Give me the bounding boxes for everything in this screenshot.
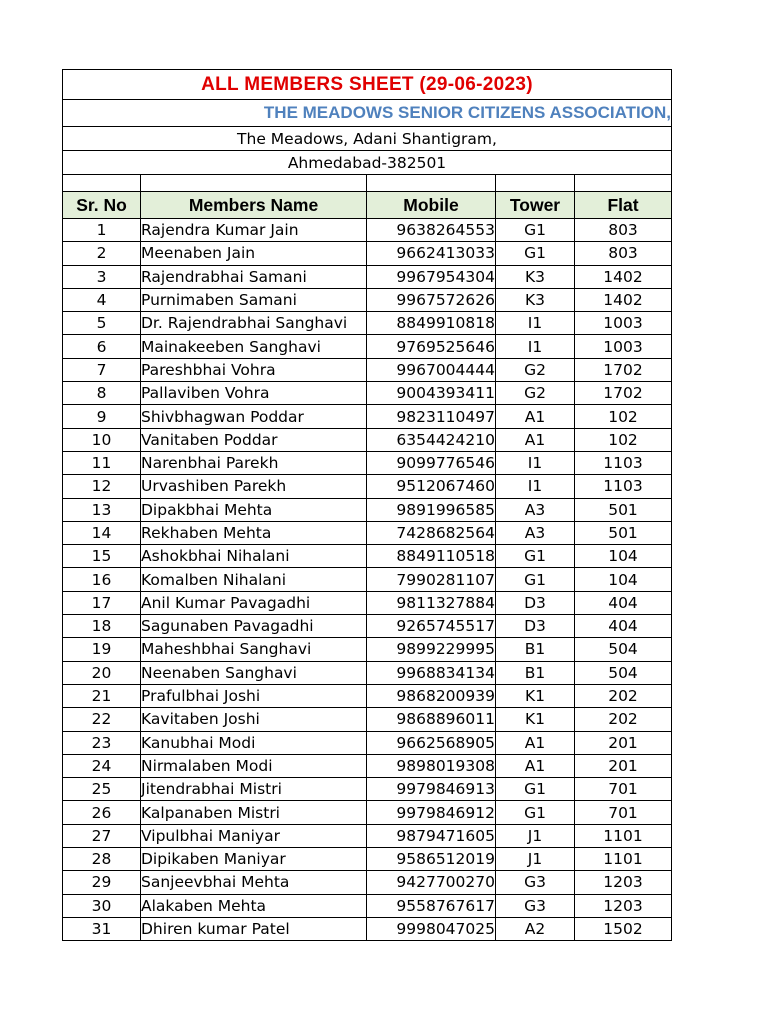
member-name-cell: Rajendra Kumar Jain (141, 219, 367, 242)
sr-no-cell: 7 (63, 358, 141, 381)
mobile-cell: 6354424210 (367, 428, 496, 451)
mobile-cell: 9823110497 (367, 405, 496, 428)
mobile-cell: 9427700270 (367, 871, 496, 894)
mobile-cell: 9968834134 (367, 661, 496, 684)
tower-cell: A3 (496, 521, 575, 544)
sr-no-cell: 3 (63, 265, 141, 288)
title-row (63, 70, 672, 100)
member-name-cell: Kanubhai Modi (141, 731, 367, 754)
mobile-cell: 8849910818 (367, 312, 496, 335)
tower-cell: D3 (496, 615, 575, 638)
tower-cell: A1 (496, 754, 575, 777)
tower-cell: B1 (496, 638, 575, 661)
tower-cell: A1 (496, 405, 575, 428)
table-row (63, 778, 672, 801)
flat-cell: 1402 (575, 288, 672, 311)
flat-cell: 1003 (575, 335, 672, 358)
mobile-cell: 9967954304 (367, 265, 496, 288)
member-name-cell: Dipikaben Maniyar (141, 848, 367, 871)
tower-cell: G1 (496, 801, 575, 824)
member-name-cell: Pareshbhai Vohra (141, 358, 367, 381)
table-row (63, 219, 672, 242)
address-line-2: Ahmedabad-382501 (63, 151, 672, 175)
tower-cell: G3 (496, 894, 575, 917)
sr-no-cell: 25 (63, 778, 141, 801)
flat-cell: 1101 (575, 848, 672, 871)
mobile-cell: 9265745517 (367, 615, 496, 638)
member-name-cell: Kavitaben Joshi (141, 708, 367, 731)
tower-cell: G1 (496, 219, 575, 242)
flat-cell: 102 (575, 405, 672, 428)
members-sheet-table (62, 69, 672, 941)
spacer-cell (575, 175, 672, 192)
flat-cell: 202 (575, 708, 672, 731)
tower-cell: A2 (496, 917, 575, 940)
tower-cell: G1 (496, 778, 575, 801)
mobile-cell: 9662568905 (367, 731, 496, 754)
tower-cell: G3 (496, 871, 575, 894)
flat-cell: 1702 (575, 358, 672, 381)
flat-cell: 1203 (575, 894, 672, 917)
table-row (63, 312, 672, 335)
member-name-cell: Maheshbhai Sanghavi (141, 638, 367, 661)
member-name-cell: Nirmalaben Modi (141, 754, 367, 777)
table-row (63, 498, 672, 521)
tower-cell: A1 (496, 731, 575, 754)
member-name-cell: Urvashiben Parekh (141, 475, 367, 498)
mobile-cell: 9879471605 (367, 824, 496, 847)
sr-no-cell: 11 (63, 451, 141, 474)
sr-no-cell: 27 (63, 824, 141, 847)
member-name-cell: Ashokbhai Nihalani (141, 545, 367, 568)
tower-cell: K1 (496, 684, 575, 707)
sr-no-cell: 4 (63, 288, 141, 311)
flat-cell: 102 (575, 428, 672, 451)
sr-no-cell: 23 (63, 731, 141, 754)
mobile-cell: 9891996585 (367, 498, 496, 521)
spacer-cell (496, 175, 575, 192)
mobile-cell: 9898019308 (367, 754, 496, 777)
mobile-cell: 9004393411 (367, 382, 496, 405)
table-row (63, 615, 672, 638)
table-row (63, 591, 672, 614)
sr-no-cell: 10 (63, 428, 141, 451)
tower-cell: A1 (496, 428, 575, 451)
tower-cell: J1 (496, 848, 575, 871)
member-name-cell: Sagunaben Pavagadhi (141, 615, 367, 638)
column-header-sr-no: Sr. No (63, 192, 141, 219)
member-name-cell: Anil Kumar Pavagadhi (141, 591, 367, 614)
sr-no-cell: 29 (63, 871, 141, 894)
tower-cell: J1 (496, 824, 575, 847)
mobile-cell: 8849110518 (367, 545, 496, 568)
member-name-cell: Vanitaben Poddar (141, 428, 367, 451)
flat-cell: 104 (575, 568, 672, 591)
table-row (63, 848, 672, 871)
mobile-cell: 9662413033 (367, 242, 496, 265)
flat-cell: 1003 (575, 312, 672, 335)
mobile-cell: 9512067460 (367, 475, 496, 498)
sr-no-cell: 5 (63, 312, 141, 335)
table-row (63, 405, 672, 428)
mobile-cell: 7990281107 (367, 568, 496, 591)
table-row (63, 358, 672, 381)
table-row (63, 428, 672, 451)
sr-no-cell: 24 (63, 754, 141, 777)
member-name-cell: Mainakeeben Sanghavi (141, 335, 367, 358)
sr-no-cell: 13 (63, 498, 141, 521)
tower-cell: D3 (496, 591, 575, 614)
flat-cell: 104 (575, 545, 672, 568)
flat-cell: 1101 (575, 824, 672, 847)
address-row-1 (63, 127, 672, 151)
tower-cell: I1 (496, 451, 575, 474)
members-rows (63, 219, 672, 941)
table-row (63, 568, 672, 591)
flat-cell: 803 (575, 242, 672, 265)
table-row (63, 871, 672, 894)
sr-no-cell: 22 (63, 708, 141, 731)
table-row (63, 894, 672, 917)
table-row (63, 684, 672, 707)
tower-cell: K3 (496, 288, 575, 311)
flat-cell: 501 (575, 521, 672, 544)
column-header-flat: Flat (575, 192, 672, 219)
column-header-mobile: Mobile (367, 192, 496, 219)
table-row (63, 451, 672, 474)
member-name-cell: Pallaviben Vohra (141, 382, 367, 405)
sr-no-cell: 1 (63, 219, 141, 242)
table-row (63, 754, 672, 777)
mobile-cell: 9558767617 (367, 894, 496, 917)
member-name-cell: Sanjeevbhai Mehta (141, 871, 367, 894)
table-row (63, 521, 672, 544)
table-row (63, 475, 672, 498)
tower-cell: G1 (496, 545, 575, 568)
table-row (63, 335, 672, 358)
tower-cell: K3 (496, 265, 575, 288)
sr-no-cell: 18 (63, 615, 141, 638)
member-name-cell: Prafulbhai Joshi (141, 684, 367, 707)
mobile-cell: 9998047025 (367, 917, 496, 940)
sr-no-cell: 19 (63, 638, 141, 661)
mobile-cell: 9899229995 (367, 638, 496, 661)
mobile-cell: 9099776546 (367, 451, 496, 474)
mobile-cell: 9967572626 (367, 288, 496, 311)
flat-cell: 803 (575, 219, 672, 242)
column-header-members-name: Members Name (141, 192, 367, 219)
sr-no-cell: 28 (63, 848, 141, 871)
association-row (63, 100, 672, 127)
flat-cell: 1502 (575, 917, 672, 940)
table-row (63, 708, 672, 731)
table-row (63, 242, 672, 265)
association-name: THE MEADOWS SENIOR CITIZENS ASSOCIATION, (63, 100, 672, 127)
flat-cell: 1203 (575, 871, 672, 894)
flat-cell: 201 (575, 754, 672, 777)
table-row (63, 382, 672, 405)
sr-no-cell: 21 (63, 684, 141, 707)
sr-no-cell: 8 (63, 382, 141, 405)
sr-no-cell: 16 (63, 568, 141, 591)
tower-cell: G1 (496, 568, 575, 591)
sr-no-cell: 2 (63, 242, 141, 265)
mobile-cell: 9868896011 (367, 708, 496, 731)
member-name-cell: Kalpanaben Mistri (141, 801, 367, 824)
member-name-cell: Dipakbhai Mehta (141, 498, 367, 521)
tower-cell: B1 (496, 661, 575, 684)
member-name-cell: Komalben Nihalani (141, 568, 367, 591)
member-name-cell: Dr. Rajendrabhai Sanghavi (141, 312, 367, 335)
table-row (63, 265, 672, 288)
flat-cell: 504 (575, 638, 672, 661)
table-row (63, 801, 672, 824)
member-name-cell: Narenbhai Parekh (141, 451, 367, 474)
member-name-cell: Dhiren kumar Patel (141, 917, 367, 940)
mobile-cell: 9769525646 (367, 335, 496, 358)
flat-cell: 1103 (575, 451, 672, 474)
column-header-row (63, 192, 672, 219)
table-row (63, 288, 672, 311)
member-name-cell: Purnimaben Samani (141, 288, 367, 311)
member-name-cell: Meenaben Jain (141, 242, 367, 265)
spacer-row (63, 175, 672, 192)
flat-cell: 1103 (575, 475, 672, 498)
sr-no-cell: 26 (63, 801, 141, 824)
column-header-tower: Tower (496, 192, 575, 219)
table-row (63, 824, 672, 847)
tower-cell: K1 (496, 708, 575, 731)
mobile-cell: 9638264553 (367, 219, 496, 242)
mobile-cell: 9979846913 (367, 778, 496, 801)
sr-no-cell: 12 (63, 475, 141, 498)
flat-cell: 202 (575, 684, 672, 707)
mobile-cell: 7428682564 (367, 521, 496, 544)
sr-no-cell: 15 (63, 545, 141, 568)
flat-cell: 504 (575, 661, 672, 684)
mobile-cell: 9868200939 (367, 684, 496, 707)
tower-cell: G2 (496, 382, 575, 405)
sr-no-cell: 9 (63, 405, 141, 428)
table-row (63, 917, 672, 940)
table-row (63, 731, 672, 754)
spacer-cell (141, 175, 367, 192)
flat-cell: 701 (575, 778, 672, 801)
member-name-cell: Rekhaben Mehta (141, 521, 367, 544)
flat-cell: 201 (575, 731, 672, 754)
mobile-cell: 9967004444 (367, 358, 496, 381)
tower-cell: I1 (496, 335, 575, 358)
table-row (63, 638, 672, 661)
tower-cell: I1 (496, 312, 575, 335)
address-line-1: The Meadows, Adani Shantigram, (63, 127, 672, 151)
flat-cell: 404 (575, 615, 672, 638)
address-row-2 (63, 151, 672, 175)
sr-no-cell: 30 (63, 894, 141, 917)
mobile-cell: 9811327884 (367, 591, 496, 614)
tower-cell: G2 (496, 358, 575, 381)
member-name-cell: Alakaben Mehta (141, 894, 367, 917)
spacer-cell (63, 175, 141, 192)
table-row (63, 661, 672, 684)
sr-no-cell: 6 (63, 335, 141, 358)
member-name-cell: Vipulbhai Maniyar (141, 824, 367, 847)
tower-cell: I1 (496, 475, 575, 498)
mobile-cell: 9979846912 (367, 801, 496, 824)
flat-cell: 404 (575, 591, 672, 614)
flat-cell: 701 (575, 801, 672, 824)
sheet-title: ALL MEMBERS SHEET (29-06-2023) (63, 70, 672, 100)
sr-no-cell: 14 (63, 521, 141, 544)
flat-cell: 1702 (575, 382, 672, 405)
sr-no-cell: 17 (63, 591, 141, 614)
table-row (63, 545, 672, 568)
tower-cell: G1 (496, 242, 575, 265)
sr-no-cell: 31 (63, 917, 141, 940)
member-name-cell: Neenaben Sanghavi (141, 661, 367, 684)
member-name-cell: Jitendrabhai Mistri (141, 778, 367, 801)
flat-cell: 1402 (575, 265, 672, 288)
flat-cell: 501 (575, 498, 672, 521)
spacer-cell (367, 175, 496, 192)
member-name-cell: Shivbhagwan Poddar (141, 405, 367, 428)
member-name-cell: Rajendrabhai Samani (141, 265, 367, 288)
tower-cell: A3 (496, 498, 575, 521)
mobile-cell: 9586512019 (367, 848, 496, 871)
sr-no-cell: 20 (63, 661, 141, 684)
